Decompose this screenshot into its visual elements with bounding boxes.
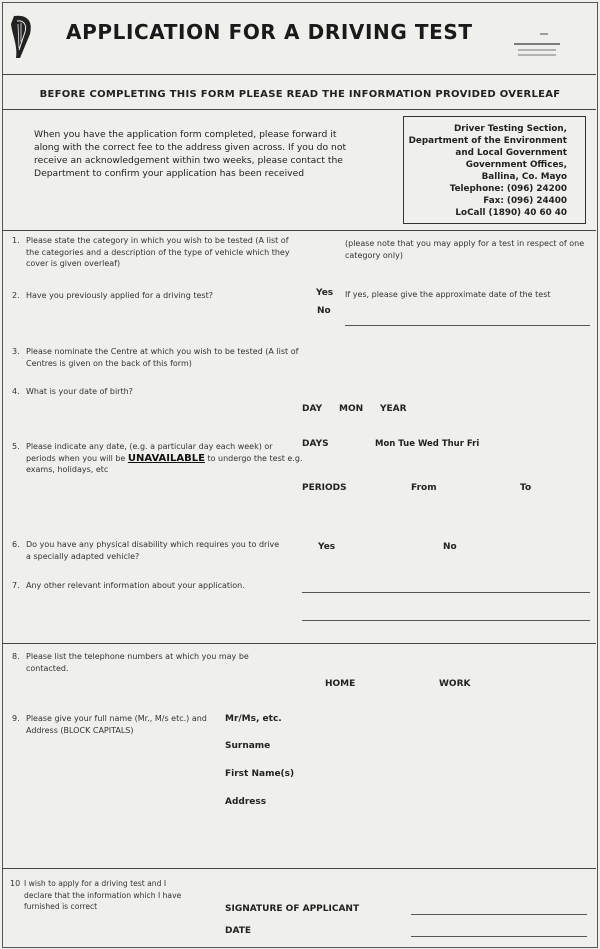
question-9-text: Please give your full name (Mr., M/s etc.) and Address (BLOCK CAPITALS) [26, 714, 207, 735]
title-label: Mr/Ms, etc. [225, 714, 282, 724]
overleaf-instruction: BEFORE COMPLETING THIS FORM PLEASE READ THE INFORMATION PROVIDED OVERLEAF [39, 89, 561, 100]
address-label: Address [225, 797, 267, 807]
date-field[interactable] [411, 936, 587, 937]
signature-label: SIGNATURE OF APPLICANT [225, 904, 360, 914]
question-number: 10 [10, 879, 21, 888]
address-line: Department of the Environment [408, 136, 567, 146]
weekdays-label[interactable]: Mon Tue Wed Thur Fri [375, 439, 480, 449]
question-5-text [26, 441, 304, 476]
dob-year-label: YEAR [380, 404, 407, 414]
question-number: 2. [12, 291, 20, 300]
address-line: Driver Testing Section, [453, 124, 567, 134]
date-label: DATE [225, 926, 252, 936]
surname-label: Surname [225, 741, 271, 751]
question-4-text: What is your date of birth? [26, 387, 133, 396]
question-number: 8. [12, 652, 20, 661]
question-6-yes[interactable]: Yes [318, 542, 336, 552]
address-line: Fax: (096) 24400 [483, 196, 567, 206]
unavailable-emphasis: UNAVAILABLE [127, 452, 205, 464]
other-info-field[interactable] [302, 620, 590, 621]
other-info-field[interactable] [302, 592, 590, 593]
signature-field[interactable] [411, 914, 587, 915]
intro-text: When you have the application form completed, please forward it along with the correct fee to the address given across. If you do not receive an acknowledgement within two weeks, please contact the Department to confirm your application has been received [34, 129, 347, 179]
question-2-text: Have you previously applied for a driving test? [26, 291, 213, 300]
work-phone-label: WORK [439, 679, 471, 689]
dob-month-label: MON [339, 404, 364, 414]
section-divider [2, 230, 596, 231]
question-2-yes[interactable]: Yes [316, 288, 334, 298]
department-badge-icon [512, 30, 562, 64]
days-label: DAYS [302, 439, 329, 449]
question-number: 3. [12, 347, 20, 356]
address-line: Telephone: (096) 24200 [449, 184, 567, 194]
periods-label: PERIODS [302, 483, 347, 493]
question-2-no[interactable]: No [317, 306, 331, 316]
question-number: 7. [12, 581, 20, 590]
first-names-label: First Name(s) [225, 769, 295, 779]
address-line: Ballina, Co. Mayo [481, 172, 567, 182]
question-number: 4. [12, 387, 20, 396]
question-6-text: Do you have any physical disability which requires you to drive a specially adapted vehicle? [26, 540, 280, 561]
instruction-divider [2, 109, 596, 110]
period-to-label: To [520, 483, 532, 493]
question-number: 9. [12, 714, 20, 723]
home-phone-label: HOME [325, 679, 356, 689]
question-1-note: (please note that you may apply for a test in respect of one category only) [345, 239, 585, 260]
question-5-text-a: Please indicate any date, (e.g. a particular day each week) or periods when you will be [26, 442, 273, 463]
question-number: 5. [12, 442, 20, 451]
question-3-text: Please nominate the Centre at which you wish to be tested (A list of Centres is given on the back of this form) [26, 347, 299, 368]
period-from-label: From [411, 483, 437, 493]
address-line: and Local Government [455, 148, 567, 158]
question-number: 1. [12, 236, 20, 245]
section-divider [2, 868, 596, 869]
question-7-text: Any other relevant information about your application. [26, 581, 245, 590]
question-1-text: Please state the category in which you wish to be tested (A list of the categories and a description of the type of vehicle which they cover is given overleaf) [26, 236, 290, 268]
question-number: 6. [12, 540, 20, 549]
question-10-text: I wish to apply for a driving test and I declare that the information which I have furnished is correct [24, 879, 182, 911]
question-8-text: Please list the telephone numbers at which you may be contacted. [26, 652, 249, 673]
dob-day-label: DAY [302, 404, 323, 414]
header-divider [2, 74, 596, 75]
address-box [403, 116, 586, 224]
form-title: APPLICATION FOR A DRIVING TEST [66, 20, 473, 44]
section-divider [2, 643, 596, 644]
address-line: Government Offices, [465, 160, 567, 170]
address-line: LoCall (1890) 40 60 40 [455, 208, 567, 218]
previous-test-date-field[interactable] [345, 325, 590, 326]
question-2-note: If yes, please give the approximate date of the test [345, 290, 551, 299]
question-5-text-b: to undergo the test e.g. exams, holidays, etc [26, 453, 303, 474]
harp-icon [8, 12, 34, 62]
question-6-no[interactable]: No [443, 542, 457, 552]
